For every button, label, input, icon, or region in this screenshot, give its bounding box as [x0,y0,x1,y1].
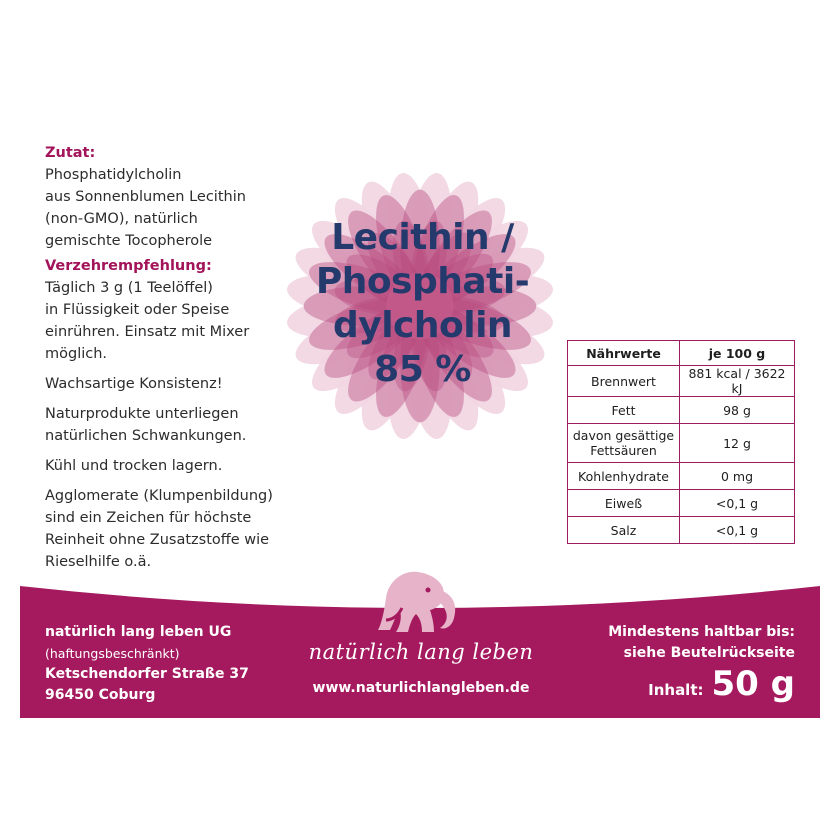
company-address [45,622,249,706]
product-title-line: Lecithin / [331,217,514,258]
nutrient-name: Brennwert [568,366,680,397]
brand-wordmark: natürlich lang leben [308,640,534,664]
ingredients-heading: Zutat: [45,145,96,161]
note-agglomerate-cont: Reinheit ohne Zusatzstoffe wie [45,532,270,548]
usage-heading: Verzehrempfehlung: [45,258,212,274]
nutrient-name: Salz [568,517,680,544]
usage-line: Täglich 3 g (1 Teelöffel) [45,280,213,296]
usage-line: in Flüssigkeit oder Speise [45,302,230,318]
nutrient-value: 0 mg [680,463,795,490]
nutrient-name: davon gesättige Fettsäuren [568,424,680,463]
nutrition-header-value: je 100 g [680,341,795,366]
product-title-line: Phosphati- [315,261,530,302]
company-street: Ketschendorfer Straße 37 [45,666,249,682]
note-agglomerate: Agglomerate (Klumpenbildung) [45,488,273,504]
mammoth-logo-icon [372,568,464,636]
ingredients-line: (non-GMO), natürlich [45,211,198,227]
company-city: 96450 Coburg [45,687,156,703]
note-consistency: Wachsartige Konsistenz! [45,376,223,392]
product-title [290,216,555,392]
company-legal-form: (haftungsbeschränkt) [45,646,180,661]
table-row [568,490,795,517]
usage-line: einrühren. Einsatz mit Mixer [45,324,250,340]
company-name: natürlich lang leben UG [45,624,232,640]
ingredients-line: gemischte Tocopherole [45,233,213,249]
table-row [568,463,795,490]
note-natural: Naturprodukte unterliegen [45,406,239,422]
table-row [568,366,795,397]
usage-line: möglich. [45,346,108,362]
table-row [568,397,795,424]
nutrient-name: Fett [568,397,680,424]
nutrition-header-row [568,341,795,366]
note-storage: Kühl und trocken lagern. [45,458,223,474]
ingredients-line: aus Sonnenblumen Lecithin [45,189,246,205]
nutrient-value: <0,1 g [680,517,795,544]
nutrient-value: 12 g [680,424,795,463]
nutrition-header-name: Nährwerte [568,341,680,366]
product-title-line: dylcholin [332,305,513,346]
note-agglomerate-cont: Rieselhilfe o.ä. [45,554,152,570]
net-content-label: Inhalt: [648,681,704,699]
nutrient-value: 881 kcal / 3622 kJ [680,366,795,397]
table-row [568,424,795,463]
table-row [568,517,795,544]
product-title-line: 85 % [374,349,471,390]
best-before-value: siehe Beutelrückseite [623,645,795,661]
nutrient-name: Eiweß [568,490,680,517]
ingredients-column [45,142,300,573]
ingredients-line: Phosphatidylcholin [45,167,182,183]
net-content-value: 50 g [711,664,795,704]
nutrient-value: <0,1 g [680,490,795,517]
nutrient-name: Kohlenhydrate [568,463,680,490]
note-natural-cont: natürlichen Schwankungen. [45,428,247,444]
net-content [648,664,795,704]
note-agglomerate-cont: sind ein Zeichen für höchste [45,510,252,526]
best-before-label: Mindestens haltbar bis: [608,624,795,640]
nutrition-table [567,340,795,544]
nutrient-value: 98 g [680,397,795,424]
website-link[interactable]: www.naturlichlangleben.de [312,680,530,696]
best-before [608,622,795,664]
